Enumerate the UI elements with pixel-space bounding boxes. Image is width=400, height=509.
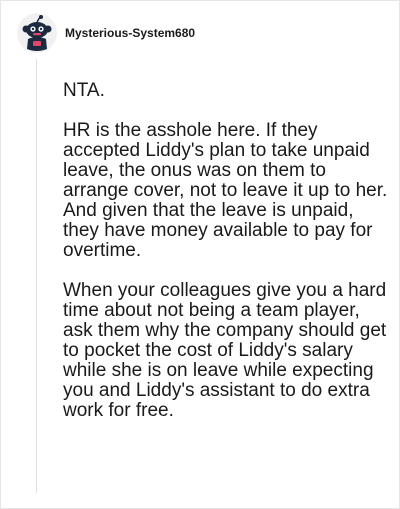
thread-line[interactable] [36, 59, 37, 493]
comment-header [17, 13, 195, 53]
comment-paragraph: HR is the asshole here. If they accepted Liddy's plan to take unpaid leave, the onus was on them to arrange cover, not to leave it up to her. And given that the leave is unpaid, they have money available to pay for overtime. [63, 120, 388, 261]
comment-paragraph: NTA. [63, 80, 105, 101]
user-avatar[interactable] [17, 13, 57, 53]
comment-body [63, 81, 389, 441]
comment-paragraph: When your colleagues give you a hard time about not being a team player, ask them why the company should get to pocket the cost of Liddy's salary while she is on leave while expecting you and Liddy's assistant to do extra work for free. [63, 280, 387, 421]
username-link[interactable]: Mysterious-System680 [65, 26, 196, 40]
snoo-avatar-icon [17, 13, 57, 53]
